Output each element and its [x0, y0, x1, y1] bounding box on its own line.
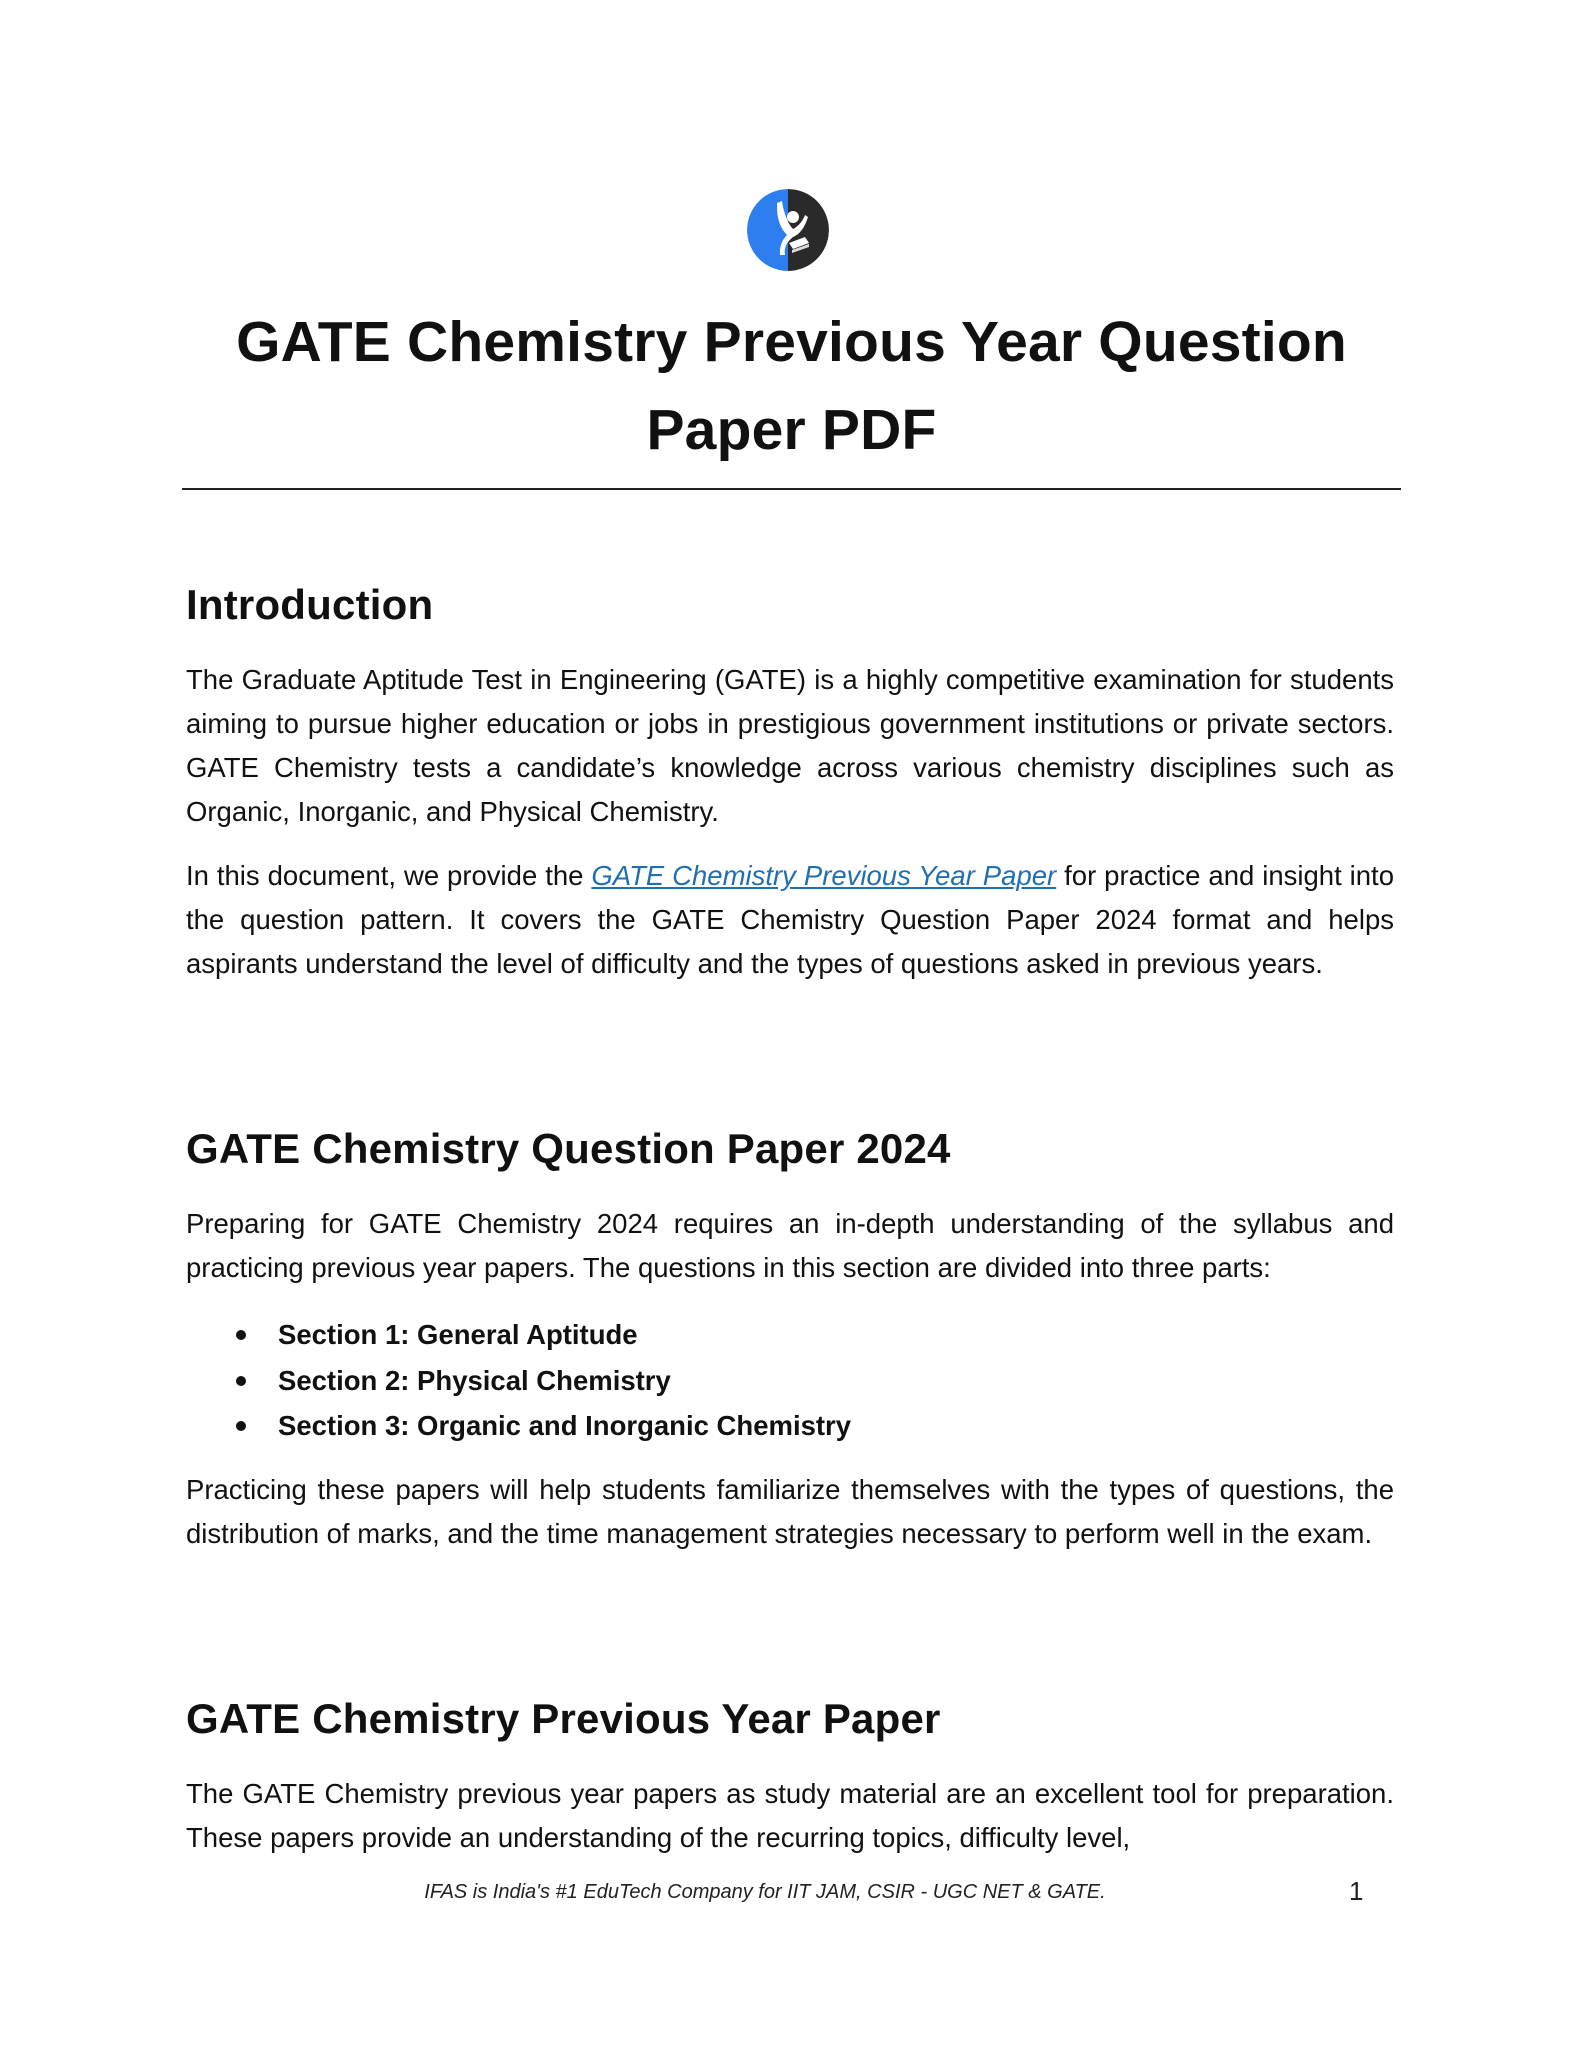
intro-paragraph-2	[186, 854, 1394, 986]
list-item-label: Section 1: General Aptitude	[278, 1319, 638, 1350]
list-item	[186, 1358, 851, 1404]
title-line-2: Paper PDF	[646, 398, 937, 462]
intro-paragraph-1: The Graduate Aptitude Test in Engineering (GATE) is a highly competitive examination for students aiming to pursue higher education or jobs in prestigious government institutions or private sectors. GATE Chemistry tests a candidate’s knowledge across various chemistry disciplines such as Organic, Inorganic, and Physical Chemistry.	[186, 664, 1394, 827]
intro-paragraph-2-after: for practice and insight into the question pattern. It covers the GATE Chemistry Question Paper 2024 format and helps aspirants understand the level of difficulty and the types of questions asked in previous years.	[186, 860, 1394, 979]
heading-introduction: Introduction	[186, 581, 434, 628]
list-item	[186, 1312, 851, 1358]
qp2024-paragraph-1: Preparing for GATE Chemistry 2024 requires an in-depth understanding of the syllabus and practicing previous year papers. The questions in this section are divided into three parts:	[186, 1208, 1394, 1283]
ifas-logo-icon	[747, 189, 829, 271]
bullet-icon	[236, 1376, 246, 1386]
gate-chemistry-pyq-link[interactable]: GATE Chemistry Previous Year Paper	[591, 860, 1057, 891]
title-divider	[182, 488, 1401, 490]
title-line-1: GATE Chemistry Previous Year Question	[236, 310, 1347, 374]
bullet-icon	[236, 1421, 246, 1431]
heading-question-paper-2024: GATE Chemistry Question Paper 2024	[186, 1125, 951, 1172]
list-item-label: Section 3: Organic and Inorganic Chemistry	[278, 1410, 852, 1441]
qp2024-paragraph-2: Practicing these papers will help students familiarize themselves with the types of questions, the distribution of marks, and the time management strategies necessary to perform well in the exam.	[186, 1474, 1394, 1549]
page-number: 1	[1349, 1876, 1364, 1906]
document-title	[160, 298, 1423, 474]
intro-paragraph-2-before: In this document, we provide the	[186, 860, 592, 891]
bullet-icon	[236, 1330, 246, 1340]
footer-tagline: IFAS is India's #1 EduTech Company for IIT JAM, CSIR - UGC NET & GATE.	[424, 1881, 1106, 1903]
list-item-label: Section 2: Physical Chemistry	[278, 1364, 671, 1396]
sections-list	[186, 1312, 851, 1449]
list-item	[186, 1403, 851, 1449]
heading-previous-year-paper: GATE Chemistry Previous Year Paper	[186, 1695, 941, 1742]
pyp-paragraph-1: The GATE Chemistry previous year papers as study material are an excellent tool for preparation. These papers provide an understanding of the recurring topics, difficulty level,	[186, 1778, 1394, 1853]
